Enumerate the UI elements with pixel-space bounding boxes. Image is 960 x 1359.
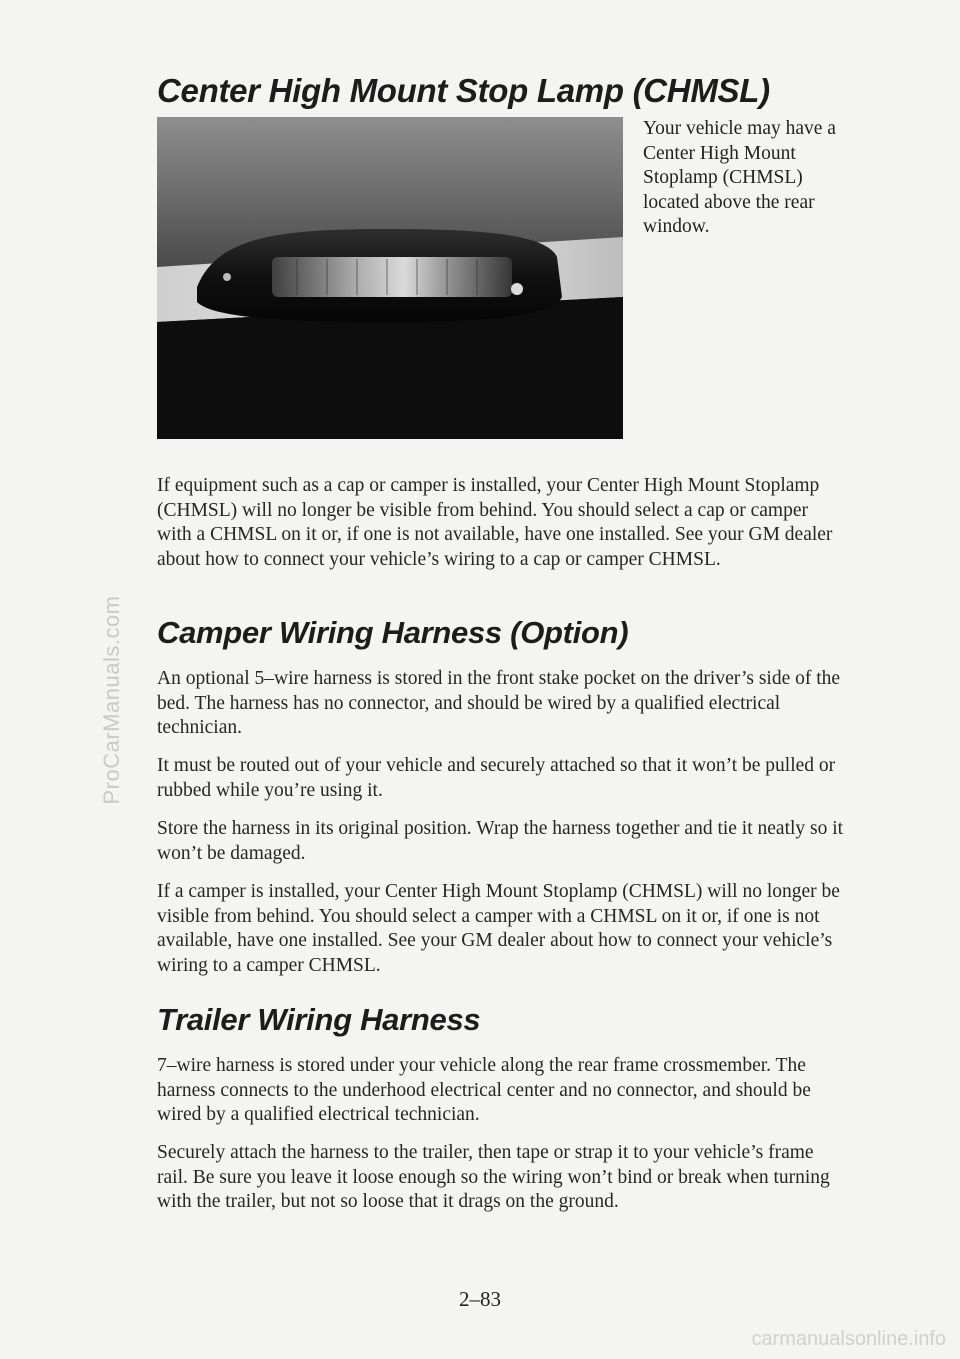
camper-heading: Camper Wiring Harness (Option) (157, 615, 629, 650)
camper-paragraph-2: It must be routed out of your vehicle and securely attached so that it won’t be pulled or rubbed while you’re using it. (157, 755, 836, 801)
trailer-paragraph-1: 7–wire harness is stored under your vehicle along the rear frame crossmember. The harness connects to the underhood electrical center and no connector, and should be wired by a qualified electrical technician. (157, 1055, 811, 1125)
chmsl-caption: Your vehicle may have a Center High Mount Stoplamp (CHMSL) located above the rear window. (643, 118, 836, 237)
page-number: 2–83 (459, 1287, 501, 1311)
camper-paragraph-4: If a camper is installed, your Center High Mount Stoplamp (CHMSL) will no longer be visible from behind. You should select a camper with a CHMSL on it or, if one is not available, have one installed. See your GM dealer about how to connect your vehicle’s wiring to a camper CHMSL. (157, 881, 840, 976)
chmsl-paragraph: If equipment such as a cap or camper is installed, your Center High Mount Stoplamp (CHMSL) will no longer be visible from behind. You should select a cap or camper with a CHMSL on it or, if one is not available, have one installed. See your GM dealer about how to connect your vehicle’s wiring to a cap or camper CHMSL. (157, 475, 833, 570)
camper-paragraph-3: Store the harness in its original position. Wrap the harness together and tie it neatly so it won’t be damaged. (157, 818, 844, 864)
stop-lamp-illustration (157, 117, 623, 439)
chmsl-photo (157, 117, 623, 439)
chmsl-heading: Center High Mount Stop Lamp (CHMSL) (157, 72, 770, 109)
bottom-watermark: carmanualsonline.info (751, 1328, 946, 1350)
trailer-heading: Trailer Wiring Harness (157, 1002, 481, 1037)
side-watermark: ProCarManuals.com (99, 595, 124, 805)
camper-paragraph-1: An optional 5–wire harness is stored in the front stake pocket on the driver’s side of the bed. The harness has no connector, and should be wired by a qualified electrical technician. (157, 668, 841, 738)
trailer-paragraph-2: Securely attach the harness to the trailer, then tape or strap it to your vehicle’s frame rail. Be sure you leave it loose enough so the wiring won’t bind or break when turning with the trailer, but not so loose that it drags on the ground. (157, 1142, 830, 1212)
